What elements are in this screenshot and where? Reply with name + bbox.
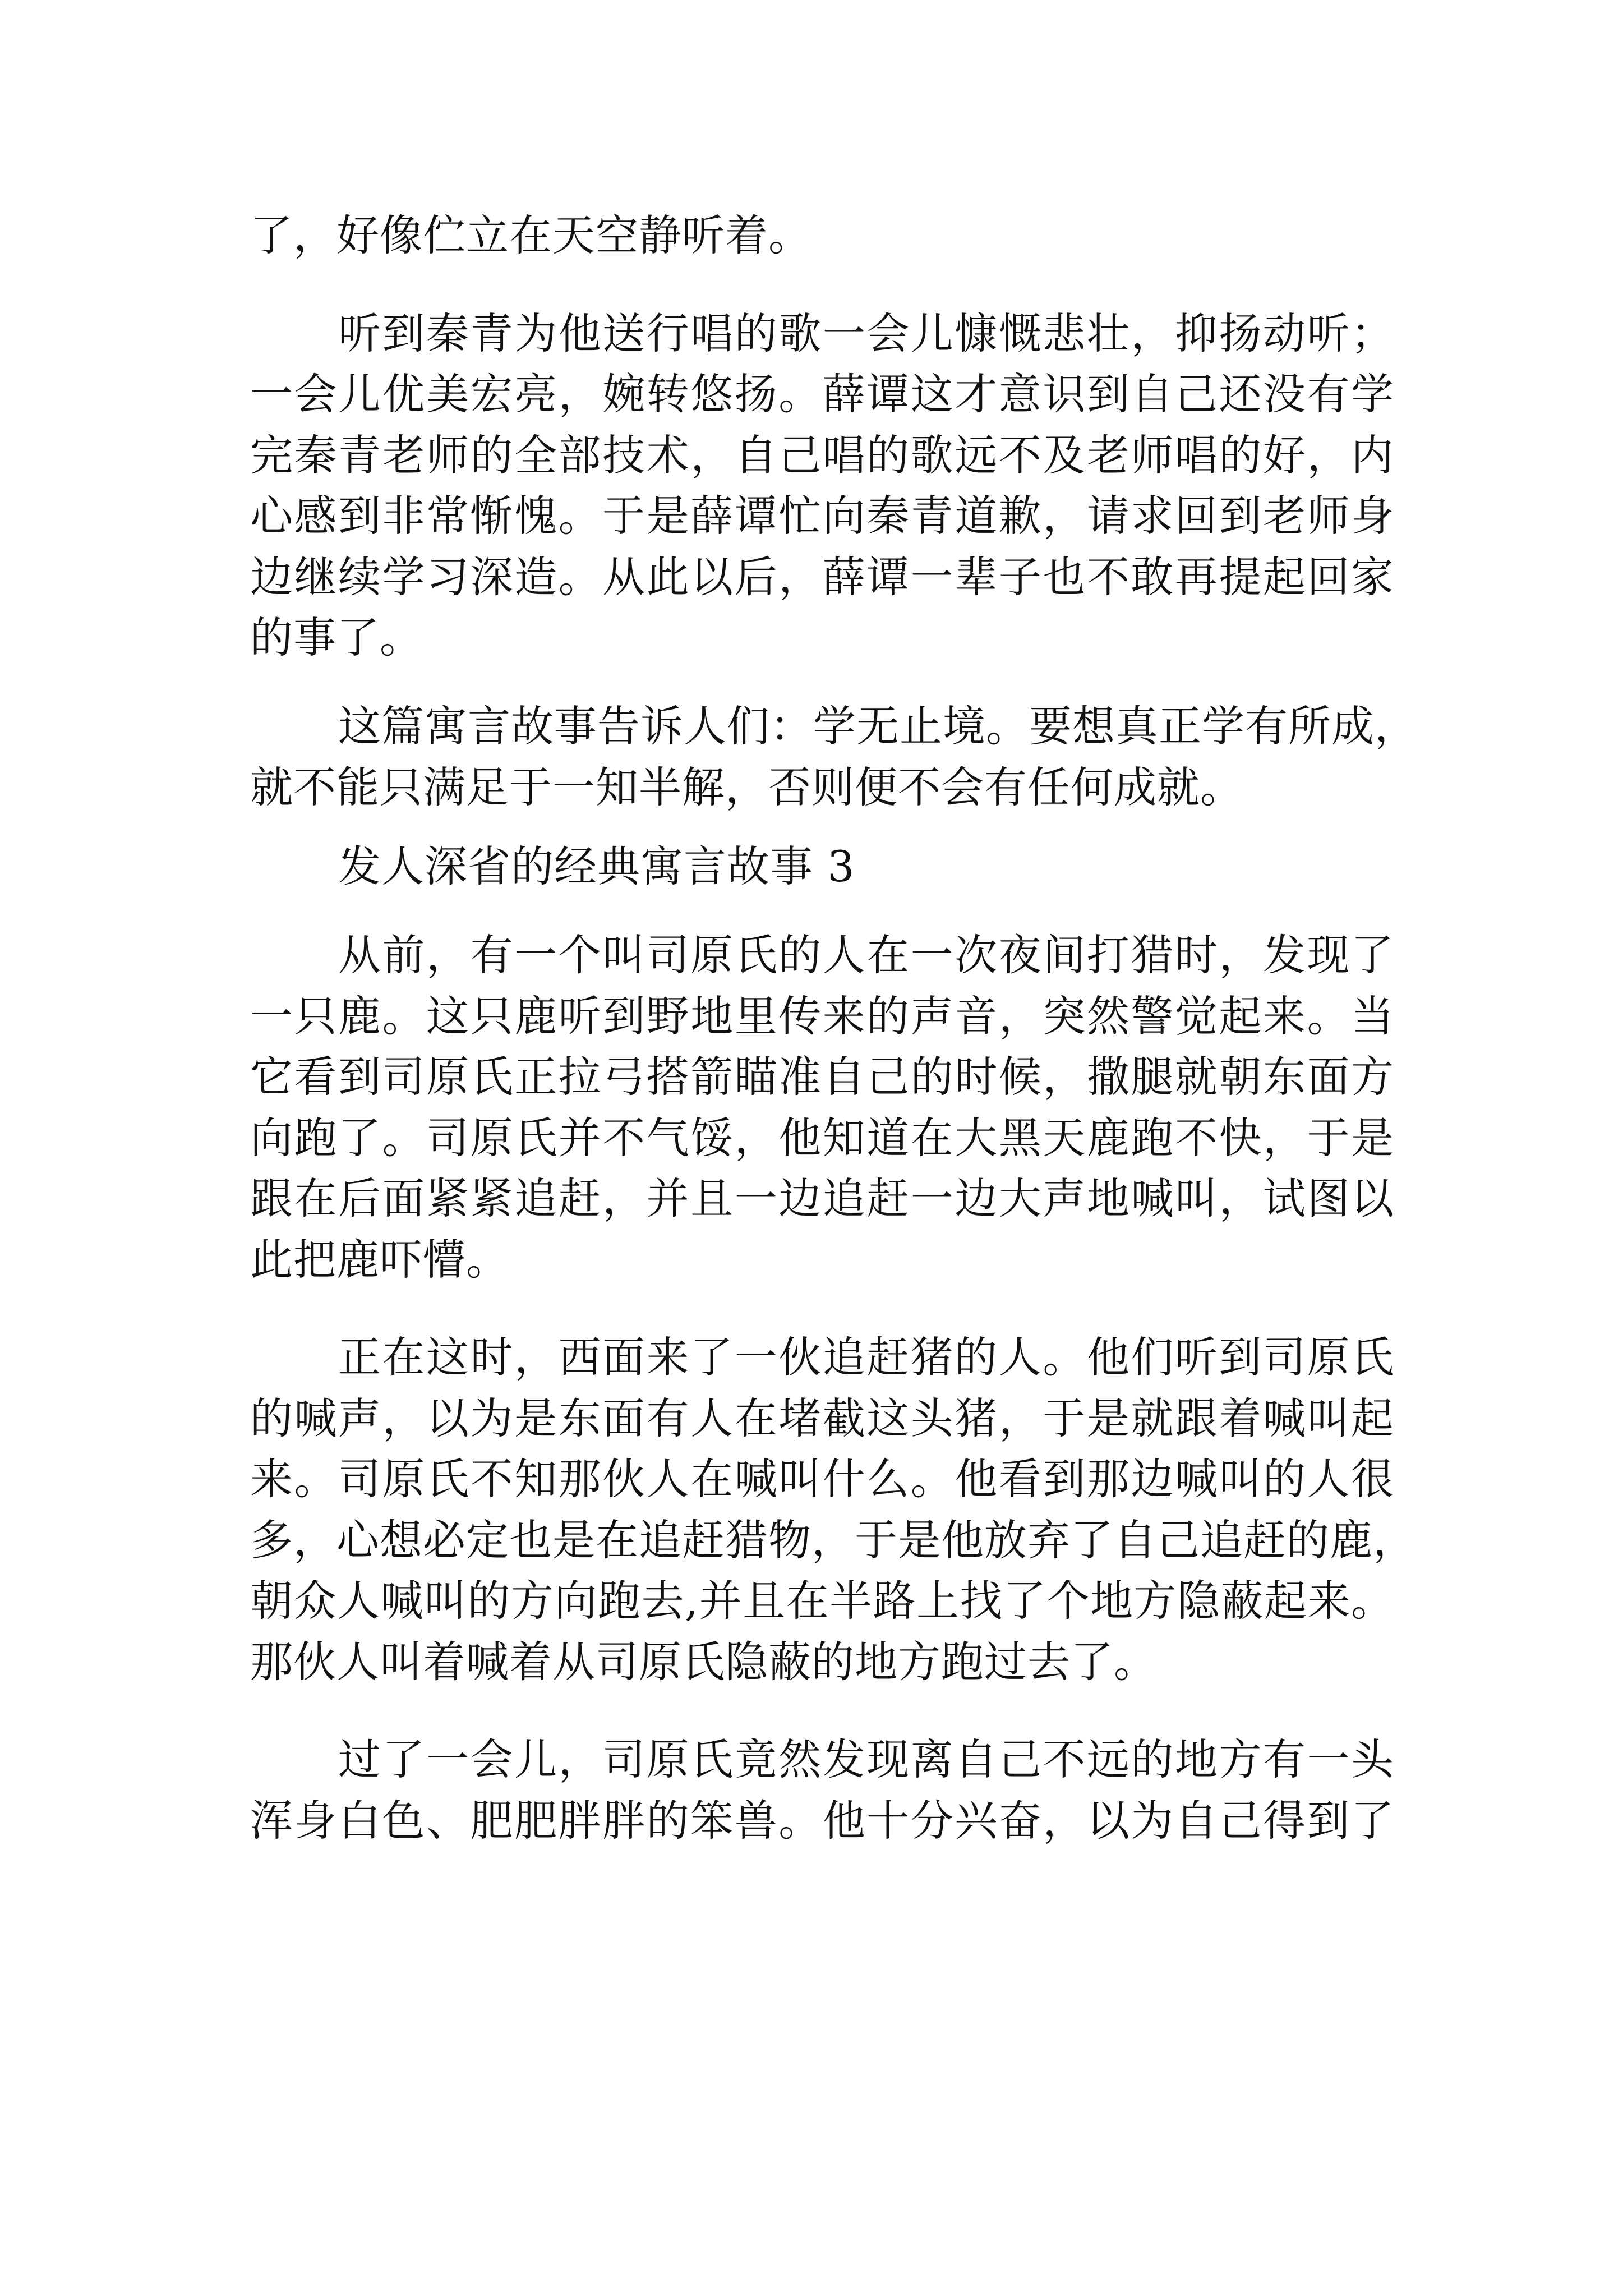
- paragraph-first-line: 从前，有一个叫司原氏的人在一次夜间打猎时，发现了: [338, 930, 1394, 980]
- paragraph-first-line: 这篇寓言故事告诉人们：学无止境。要想真正学有所成，: [338, 701, 1418, 751]
- text-line: 一只鹿。这只鹿听到野地里传来的声音，突然警觉起来。当: [250, 991, 1394, 1041]
- text-line: 完秦青老师的全部技术，自己唱的歌远不及老师唱的好，内: [250, 430, 1394, 480]
- text-line: 向跑了。司原氏并不气馁，他知道在大黑天鹿跑不快，于是: [250, 1113, 1394, 1163]
- text-line: 此把鹿吓懵。: [250, 1235, 509, 1285]
- text-line: 一会儿优美宏亮，婉转悠扬。薛谭这才意识到自己还没有学: [250, 369, 1394, 419]
- paragraph-first-line: 过了一会儿，司原氏竟然发现离自己不远的地方有一头: [338, 1734, 1394, 1784]
- text-line: 了，好像伫立在天空静听着。: [250, 210, 811, 260]
- text-line: 朝众人喊叫的方向跑去,并且在半路上找了个地方隐蔽起来。: [250, 1576, 1394, 1626]
- text-line: 的事了。: [250, 613, 423, 662]
- paragraph-first-line: 正在这时，西面来了一伙追赶猪的人。他们听到司原氏: [338, 1332, 1394, 1382]
- text-line: 的喊声，以为是东面有人在堵截这头猪，于是就跟着喊叫起: [250, 1393, 1394, 1443]
- text-line: 来。司原氏不知那伙人在喊叫什么。他看到那边喊叫的人很: [250, 1454, 1394, 1504]
- text-line: 多，心想必定也是在追赶猎物，于是他放弃了自己追赶的鹿，: [250, 1515, 1416, 1565]
- section-heading: 发人深省的经典寓言故事 3: [338, 841, 855, 891]
- text-line: 就不能只满足于一知半解，否则便不会有任何成就。: [250, 762, 1243, 812]
- text-line: 浑身白色、肥肥胖胖的笨兽。他十分兴奋，以为自己得到了: [250, 1796, 1394, 1846]
- text-line: 那伙人叫着喊着从司原氏隐蔽的地方跑过去了。: [250, 1637, 1157, 1687]
- paragraph-first-line: 听到秦青为他送行唱的歌一会儿慷慨悲壮，抑扬动听；: [338, 309, 1394, 358]
- text-line: 它看到司原氏正拉弓搭箭瞄准自己的时候，撒腿就朝东面方: [250, 1052, 1394, 1102]
- text-line: 跟在后面紧紧追赶，并且一边追赶一边大声地喊叫，试图以: [250, 1174, 1394, 1223]
- text-line: 心感到非常惭愧。于是薛谭忙向秦青道歉，请求回到老师身: [250, 491, 1394, 541]
- text-line: 边继续学习深造。从此以后，薛谭一辈子也不敢再提起回家: [250, 552, 1394, 602]
